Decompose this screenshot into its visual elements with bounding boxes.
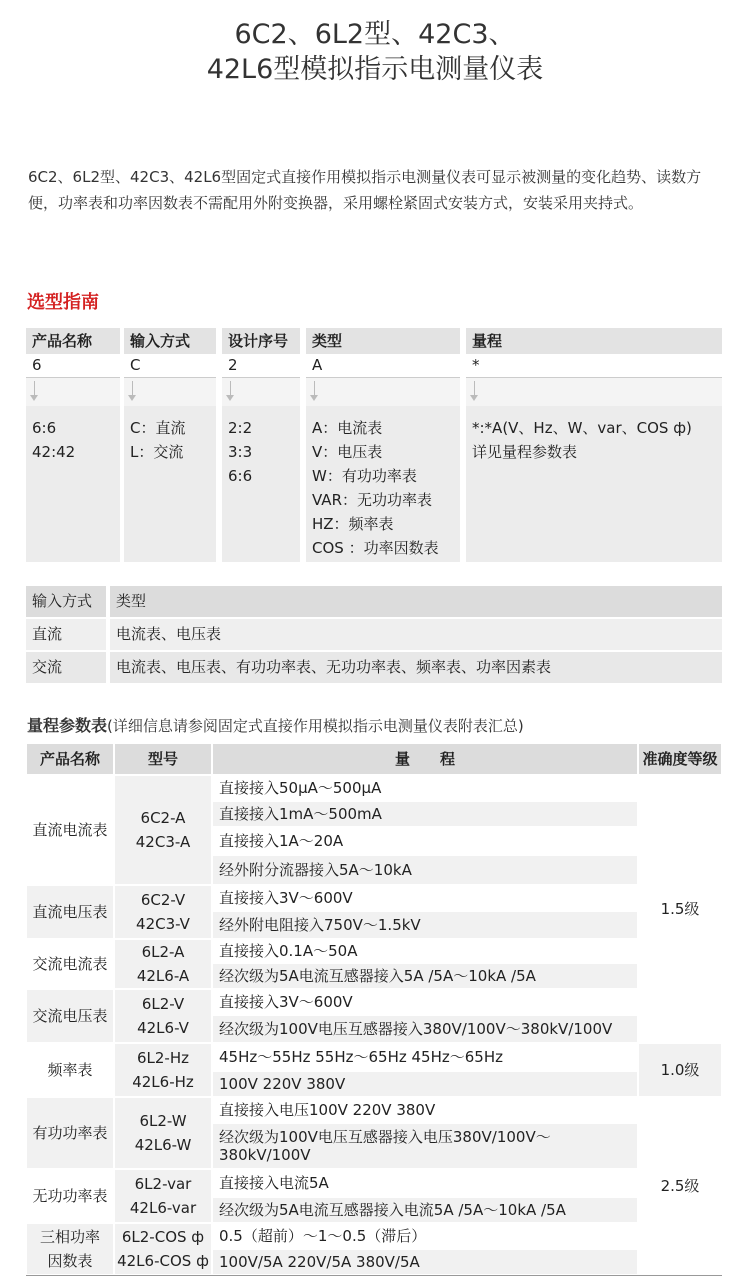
selection-arrow-cell [26, 378, 120, 406]
page-title-line2: 42L6型模拟指示电测量仪表 [206, 54, 544, 85]
selection-detail-line: 详见量程参数表 [472, 443, 578, 461]
selection-detail-line: 2:2 [228, 419, 253, 437]
model-cell [115, 886, 211, 938]
range-cell: 直接接入电流5A [213, 1170, 637, 1196]
selection-detail-cell [26, 406, 120, 562]
range-header-cell: 产品名称 [27, 744, 113, 774]
selection-detail-cell [124, 406, 216, 562]
range-cell: 直接接入1A～20A [213, 828, 637, 854]
product-name-text: 有功功率表 [32, 1124, 108, 1142]
selection-sample-cell: 2 [222, 354, 300, 378]
selection-header-cell: 设计序号 [222, 328, 300, 354]
selection-header-cell: 类型 [306, 328, 460, 354]
page-title-line1: 6C2、6L2型、42C3、 [234, 19, 516, 50]
selection-sample-cell: A [306, 354, 460, 378]
selection-detail-line: 42:42 [32, 443, 76, 461]
down-arrow-icon [132, 381, 133, 399]
product-name-cell [27, 1044, 113, 1096]
range-cell: 经次级为100V电压互感器接入电压380V/100V～380kV/100V [213, 1124, 637, 1168]
range-table-title [27, 713, 524, 736]
range-header-cell: 准确度等级 [639, 744, 721, 774]
selection-arrow-cell [466, 378, 722, 406]
down-arrow-icon [314, 381, 315, 399]
selection-detail-line: V：电压表 [312, 443, 383, 461]
model-text: 42L6-var [129, 1199, 197, 1217]
product-name-cell [27, 1170, 113, 1222]
range-cell: 经次级为5A电流互感器接入5A /5A～10kA /5A [213, 964, 637, 988]
accuracy-cell: 1.0级 [639, 1044, 721, 1096]
range-table-note: (详细信息请参阅固定式直接作用模拟指示电测量仪表附表汇总) [107, 717, 524, 735]
range-cell: 直接接入3V～600V [213, 886, 637, 910]
range-cell: 经次级为5A电流互感器接入电流5A /5A～10kA /5A [213, 1198, 637, 1222]
selection-header-cell: 输入方式 [124, 328, 216, 354]
product-name-cell [27, 940, 113, 988]
model-cell [115, 1170, 211, 1222]
product-name-text: 因数表 [47, 1252, 93, 1270]
input-table-cell: 电流表、电压表 [110, 619, 722, 650]
input-table-cell: 直流 [26, 619, 106, 650]
selection-header-cell: 量程 [466, 328, 722, 354]
range-cell: 直接接入50μA～500μA [213, 776, 637, 800]
input-table-header: 类型 [110, 586, 722, 617]
product-name-text: 直流电流表 [32, 821, 108, 839]
selection-detail-cell [306, 406, 460, 562]
model-text: 42L6-A [136, 967, 190, 985]
product-name-cell [27, 886, 113, 938]
product-name-cell [27, 990, 113, 1042]
selection-detail-line: HZ：频率表 [312, 515, 394, 533]
selection-detail-line: *:*A(V、Hz、W、var、COS ф) [472, 419, 692, 437]
range-cell: 直接接入3V～600V [213, 990, 637, 1014]
selection-arrow-cell [306, 378, 460, 406]
range-cell: 经次级为100V电压互感器接入380V/100V～380kV/100V [213, 1016, 637, 1042]
selection-sample-cell: 6 [26, 354, 120, 378]
product-name-text: 直流电压表 [32, 903, 108, 921]
range-cell: 45Hz～55Hz 55Hz～65Hz 45Hz～65Hz [213, 1044, 637, 1070]
selection-detail-line: 3:3 [228, 443, 253, 461]
product-name-text: 频率表 [47, 1061, 93, 1079]
model-cell [115, 776, 211, 884]
range-cell: 直接接入1mA～500mA [213, 802, 637, 826]
selection-detail-line: 6:6 [228, 467, 253, 485]
selection-sample-cell: * [466, 354, 722, 378]
range-header-cell: 量 程 [213, 744, 637, 774]
model-text: 6L2-COS ф [121, 1228, 205, 1246]
range-cell: 100V/5A 220V/5A 380V/5A [213, 1250, 637, 1274]
input-table-cell: 电流表、电压表、有功功率表、无功功率表、频率表、功率因素表 [110, 652, 722, 683]
selection-header-cell: 产品名称 [26, 328, 120, 354]
model-text: 6L2-var [134, 1175, 192, 1193]
model-text: 42L6-Hz [132, 1073, 194, 1091]
selection-detail-cell [466, 406, 722, 562]
range-cell: 直接接入0.1A～50A [213, 940, 637, 962]
intro-paragraph: 6C2、6L2型、42C3、42L6型固定式直接作用模拟指示电测量仪表可显示被测量的变化趋势、读数方便，功率表和功率因数表不需配用外附变换器，采用螺栓紧固式安装方式，安装采用夹持式。 [28, 168, 702, 212]
model-text: 6L2-A [141, 943, 185, 961]
selection-detail-line: A：电流表 [312, 419, 383, 437]
range-table-heading: 量程参数表 [27, 716, 108, 735]
selection-detail-cell [222, 406, 300, 562]
model-cell [115, 1044, 211, 1096]
down-arrow-icon [230, 381, 231, 399]
product-name-text: 三相功率 [39, 1228, 100, 1246]
accuracy-cell: 2.5级 [639, 1098, 721, 1274]
product-name-text: 无功功率表 [32, 1187, 108, 1205]
product-name-text: 交流电压表 [32, 1007, 108, 1025]
range-cell: 经外附分流器接入5A～10kA [213, 856, 637, 884]
table-bottom-border [26, 1275, 722, 1276]
model-text: 6L2-V [141, 995, 185, 1013]
selection-detail-line: C：直流 [130, 419, 186, 437]
model-text: 42L6-COS ф [117, 1252, 209, 1270]
selection-sample-cell: C [124, 354, 216, 378]
input-table-header: 输入方式 [26, 586, 106, 617]
model-text: 6C2-A [140, 809, 186, 827]
input-table-cell: 交流 [26, 652, 106, 683]
down-arrow-icon [34, 381, 35, 399]
model-cell [115, 990, 211, 1042]
selection-detail-line: COS ：功率因数表 [312, 539, 439, 557]
range-header-cell: 型号 [115, 744, 211, 774]
model-text: 42C3-V [136, 915, 190, 933]
model-text: 6C2-V [140, 891, 186, 909]
range-cell: 直接接入电压100V 220V 380V [213, 1098, 637, 1122]
model-text: 42L6-V [137, 1019, 189, 1037]
selection-arrow-cell [124, 378, 216, 406]
range-cell: 经外附电阻接入750V～1.5kV [213, 912, 637, 938]
range-cell: 100V 220V 380V [213, 1072, 637, 1096]
model-text: 42C3-A [135, 833, 191, 851]
model-cell [115, 940, 211, 988]
product-name-cell [27, 776, 113, 884]
selection-detail-line: 6:6 [32, 419, 57, 437]
selection-detail-line: W：有功功率表 [312, 467, 417, 485]
product-name-cell [27, 1098, 113, 1168]
product-name-cell [27, 1224, 113, 1274]
range-cell: 0.5（超前）～1～0.5（滞后） [213, 1224, 637, 1248]
model-text: 42L6-W [134, 1136, 192, 1154]
down-arrow-icon [474, 381, 475, 399]
model-text: 6L2-W [139, 1112, 187, 1130]
selection-detail-line: VAR：无功功率表 [312, 491, 432, 509]
selection-guide-title: 选型指南 [27, 292, 99, 313]
model-text: 6L2-Hz [136, 1049, 189, 1067]
product-name-text: 交流电流表 [32, 955, 108, 973]
selection-detail-line: L：交流 [130, 443, 184, 461]
accuracy-cell: 1.5级 [639, 776, 721, 1042]
model-cell [115, 1224, 211, 1274]
model-cell [115, 1098, 211, 1168]
selection-arrow-cell [222, 378, 300, 406]
